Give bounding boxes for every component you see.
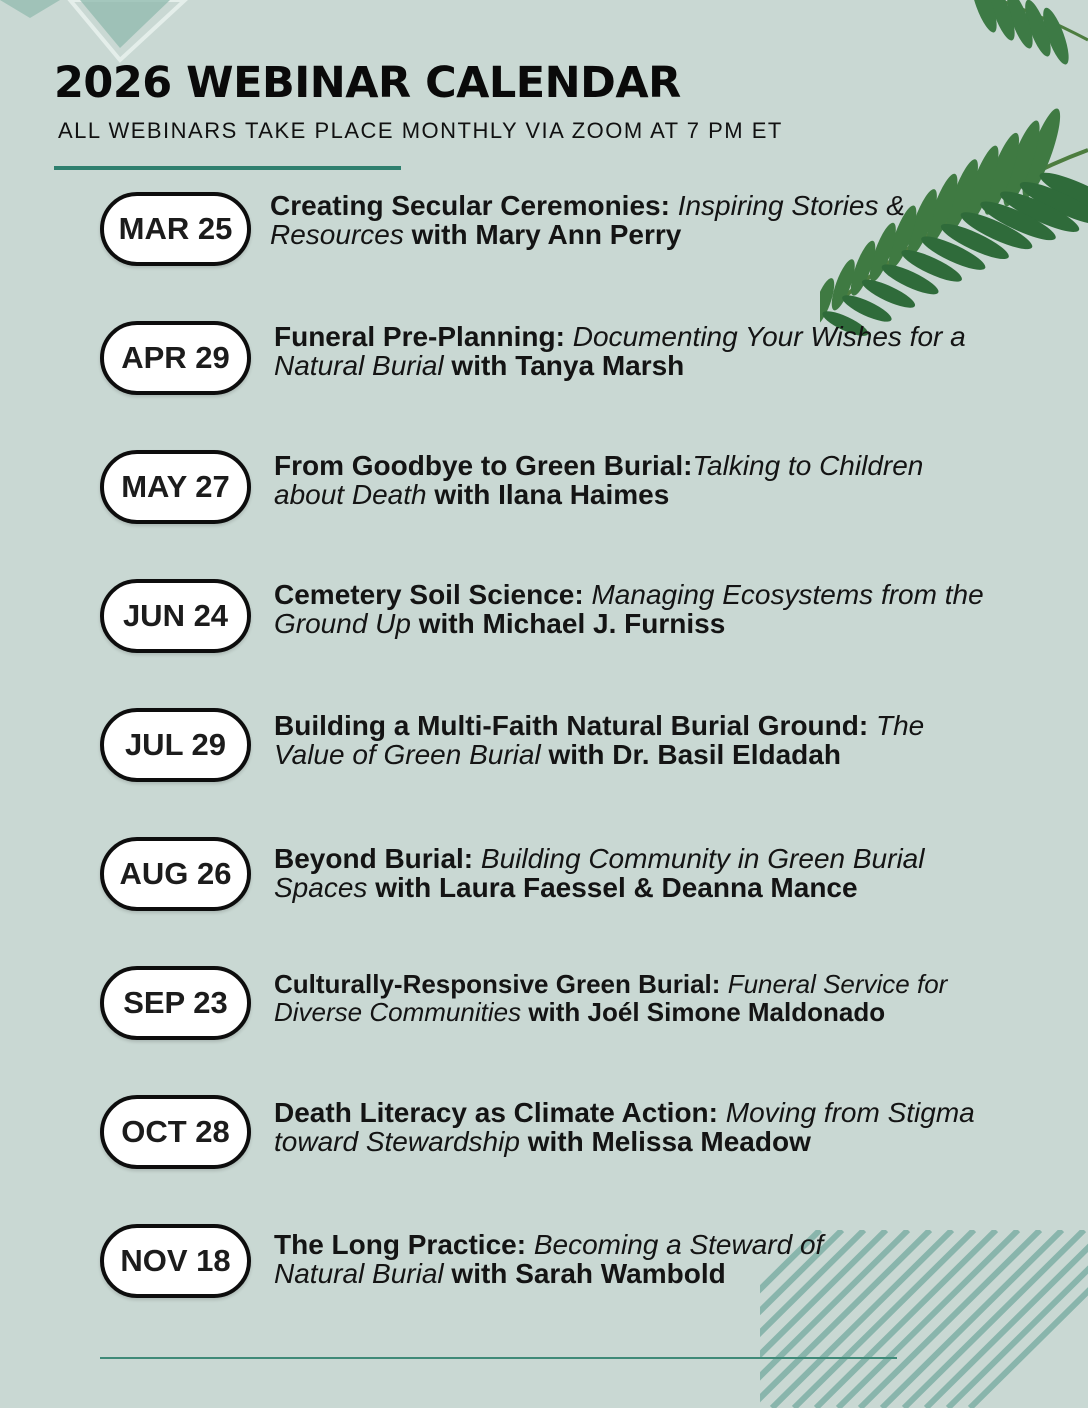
event-description — [274, 451, 994, 509]
event-subtitle: Inspiring Stories & Resources — [270, 190, 905, 250]
event-description — [274, 970, 1004, 1026]
date-badge: APR 29 — [100, 321, 251, 395]
event-speaker: with Tanya Marsh — [451, 350, 685, 381]
event-subtitle: Becoming a Steward of Natural Burial — [274, 1229, 824, 1289]
event-speaker: with Michael J. Furniss — [418, 608, 726, 639]
event-topic: Building a Multi-Faith Natural Burial Ground: — [274, 710, 869, 741]
date-badge: OCT 28 — [100, 1095, 251, 1169]
event-subtitle: The Value of Green Burial — [274, 710, 925, 770]
event-subtitle: Funeral Service for Diverse Communities — [274, 969, 948, 1027]
event-speaker: with Laura Faessel & Deanna Mance — [375, 872, 858, 903]
event-description — [274, 1098, 994, 1156]
event-topic: From Goodbye to Green Burial: — [274, 450, 693, 481]
fern-leaf-decoration — [820, 0, 1088, 340]
page-title: 2026 WEBINAR CALENDAR — [54, 58, 681, 108]
event-row — [100, 708, 1000, 784]
event-subtitle: Moving from Stigma toward Stewardship — [274, 1097, 975, 1157]
date-badge: AUG 26 — [100, 837, 251, 911]
event-row — [100, 837, 1000, 913]
event-description — [274, 711, 994, 769]
event-speaker: with Melissa Meadow — [527, 1126, 811, 1157]
event-topic: The Long Practice: — [274, 1229, 527, 1260]
event-description — [274, 322, 994, 380]
event-topic: Funeral Pre-Planning: — [274, 321, 565, 352]
event-row — [100, 1095, 1000, 1171]
event-speaker: with Sarah Wambold — [451, 1258, 726, 1289]
event-row — [100, 579, 1000, 655]
event-row — [100, 966, 1000, 1042]
event-topic: Death Literacy as Climate Action: — [274, 1097, 718, 1128]
event-subtitle: Building Community in Green Burial Spaces — [274, 843, 925, 903]
event-row — [100, 321, 1000, 397]
event-speaker: with Dr. Basil Eldadah — [548, 739, 841, 770]
event-description — [274, 580, 994, 638]
event-topic: Culturally-Responsive Green Burial: — [274, 969, 721, 999]
event-speaker: with Joél Simone Maldonado — [528, 997, 886, 1027]
event-topic: Cemetery Soil Science: — [274, 579, 584, 610]
date-badge: JUL 29 — [100, 708, 251, 782]
event-topic: Beyond Burial: — [274, 843, 474, 874]
date-badge: SEP 23 — [100, 966, 251, 1040]
event-description — [274, 1230, 894, 1288]
event-description — [270, 191, 990, 249]
event-subtitle: Documenting Your Wishes for a Natural Burial — [274, 321, 966, 381]
bottom-divider — [100, 1357, 897, 1359]
page-subtitle: ALL WEBINARS TAKE PLACE MONTHLY VIA ZOOM AT 7 PM ET — [58, 118, 783, 143]
event-topic: Creating Secular Ceremonies: — [270, 190, 670, 221]
date-badge: NOV 18 — [100, 1224, 251, 1298]
event-description — [274, 844, 994, 902]
event-subtitle: Talking to Children about Death — [274, 450, 924, 510]
date-badge: JUN 24 — [100, 579, 251, 653]
event-row — [100, 450, 1000, 526]
event-row — [100, 192, 1000, 268]
date-badge: MAR 25 — [100, 192, 251, 266]
event-subtitle: Managing Ecosystems from the Ground Up — [274, 579, 984, 639]
date-badge: MAY 27 — [100, 450, 251, 524]
event-speaker: with Ilana Haimes — [434, 479, 670, 510]
title-underline — [54, 166, 401, 170]
event-row — [100, 1224, 1000, 1300]
event-speaker: with Mary Ann Perry — [411, 219, 682, 250]
